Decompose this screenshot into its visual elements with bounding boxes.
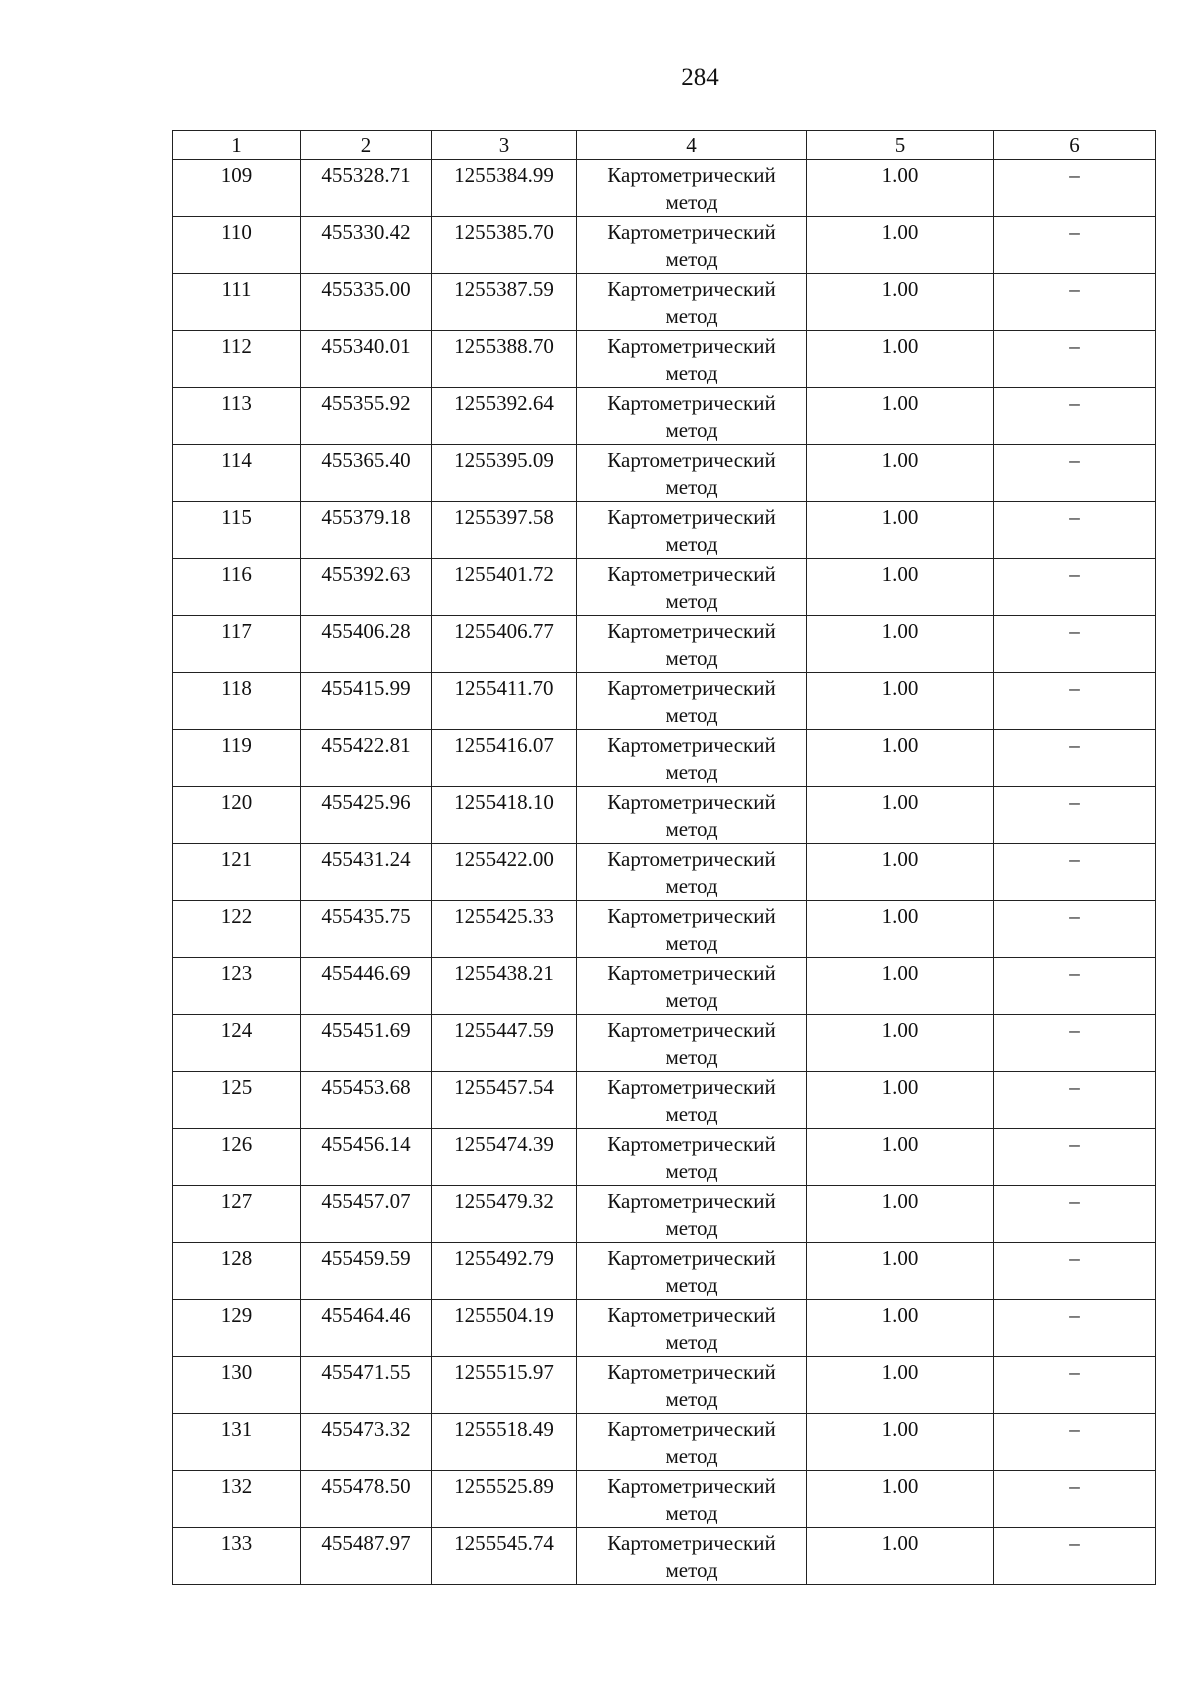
x-coordinate-cell: 455431.24	[301, 844, 432, 901]
table-row	[173, 1243, 1156, 1300]
point-number-cell: 113	[173, 388, 301, 445]
accuracy-cell: 1.00	[807, 1414, 994, 1471]
point-number-cell: 115	[173, 502, 301, 559]
y-coordinate-cell: 1255479.32	[432, 1186, 577, 1243]
accuracy-cell: 1.00	[807, 559, 994, 616]
table-row	[173, 1357, 1156, 1414]
method-cell: Картометрический метод	[577, 1471, 807, 1528]
point-number-cell: 126	[173, 1129, 301, 1186]
x-coordinate-cell: 455340.01	[301, 331, 432, 388]
y-coordinate-cell: 1255425.33	[432, 901, 577, 958]
table-row	[173, 502, 1156, 559]
accuracy-cell: 1.00	[807, 787, 994, 844]
x-coordinate-cell: 455464.46	[301, 1300, 432, 1357]
y-coordinate-cell: 1255438.21	[432, 958, 577, 1015]
accuracy-cell: 1.00	[807, 274, 994, 331]
y-coordinate-cell: 1255387.59	[432, 274, 577, 331]
table-row	[173, 1072, 1156, 1129]
table-row	[173, 274, 1156, 331]
accuracy-cell: 1.00	[807, 1300, 994, 1357]
accuracy-cell: 1.00	[807, 901, 994, 958]
point-number-cell: 127	[173, 1186, 301, 1243]
table-row	[173, 673, 1156, 730]
point-number-cell: 128	[173, 1243, 301, 1300]
note-cell: –	[994, 1072, 1156, 1129]
y-coordinate-cell: 1255406.77	[432, 616, 577, 673]
x-coordinate-cell: 455392.63	[301, 559, 432, 616]
note-cell: –	[994, 1357, 1156, 1414]
accuracy-cell: 1.00	[807, 730, 994, 787]
note-cell: –	[994, 331, 1156, 388]
table-row	[173, 388, 1156, 445]
table-row	[173, 958, 1156, 1015]
page-number: 284	[681, 64, 719, 91]
y-coordinate-cell: 1255422.00	[432, 844, 577, 901]
note-cell: –	[994, 901, 1156, 958]
x-coordinate-cell: 455459.59	[301, 1243, 432, 1300]
note-cell: –	[994, 844, 1156, 901]
y-coordinate-cell: 1255418.10	[432, 787, 577, 844]
x-coordinate-cell: 455355.92	[301, 388, 432, 445]
point-number-cell: 109	[173, 160, 301, 217]
method-cell: Картометрический метод	[577, 1015, 807, 1072]
table-row	[173, 1300, 1156, 1357]
accuracy-cell: 1.00	[807, 958, 994, 1015]
y-coordinate-cell: 1255492.79	[432, 1243, 577, 1300]
y-coordinate-cell: 1255384.99	[432, 160, 577, 217]
note-cell: –	[994, 958, 1156, 1015]
point-number-cell: 114	[173, 445, 301, 502]
point-number-cell: 118	[173, 673, 301, 730]
method-cell: Картометрический метод	[577, 958, 807, 1015]
x-coordinate-cell: 455435.75	[301, 901, 432, 958]
table-row	[173, 1471, 1156, 1528]
accuracy-cell: 1.00	[807, 844, 994, 901]
header-cell-4: 4	[577, 131, 807, 160]
accuracy-cell: 1.00	[807, 445, 994, 502]
point-number-cell: 117	[173, 616, 301, 673]
table-row	[173, 787, 1156, 844]
x-coordinate-cell: 455446.69	[301, 958, 432, 1015]
x-coordinate-cell: 455328.71	[301, 160, 432, 217]
point-number-cell: 121	[173, 844, 301, 901]
point-number-cell: 111	[173, 274, 301, 331]
x-coordinate-cell: 455406.28	[301, 616, 432, 673]
accuracy-cell: 1.00	[807, 217, 994, 274]
table-row	[173, 445, 1156, 502]
header-cell-3: 3	[432, 131, 577, 160]
method-cell: Картометрический метод	[577, 274, 807, 331]
note-cell: –	[994, 274, 1156, 331]
method-cell: Картометрический метод	[577, 559, 807, 616]
y-coordinate-cell: 1255457.54	[432, 1072, 577, 1129]
y-coordinate-cell: 1255401.72	[432, 559, 577, 616]
table-row	[173, 1129, 1156, 1186]
note-cell: –	[994, 1528, 1156, 1585]
x-coordinate-cell: 455415.99	[301, 673, 432, 730]
x-coordinate-cell: 455457.07	[301, 1186, 432, 1243]
y-coordinate-cell: 1255525.89	[432, 1471, 577, 1528]
accuracy-cell: 1.00	[807, 616, 994, 673]
table-row	[173, 559, 1156, 616]
method-cell: Картометрический метод	[577, 445, 807, 502]
table-row	[173, 160, 1156, 217]
header-cell-2: 2	[301, 131, 432, 160]
accuracy-cell: 1.00	[807, 1471, 994, 1528]
x-coordinate-cell: 455478.50	[301, 1471, 432, 1528]
note-cell: –	[994, 1186, 1156, 1243]
x-coordinate-cell: 455451.69	[301, 1015, 432, 1072]
note-cell: –	[994, 559, 1156, 616]
note-cell: –	[994, 1129, 1156, 1186]
point-number-cell: 129	[173, 1300, 301, 1357]
note-cell: –	[994, 787, 1156, 844]
x-coordinate-cell: 455422.81	[301, 730, 432, 787]
method-cell: Картометрический метод	[577, 331, 807, 388]
x-coordinate-cell: 455453.68	[301, 1072, 432, 1129]
method-cell: Картометрический метод	[577, 787, 807, 844]
y-coordinate-cell: 1255395.09	[432, 445, 577, 502]
accuracy-cell: 1.00	[807, 1357, 994, 1414]
header-cell-6: 6	[994, 131, 1156, 160]
method-cell: Картометрический метод	[577, 1414, 807, 1471]
accuracy-cell: 1.00	[807, 1072, 994, 1129]
table-row	[173, 331, 1156, 388]
table-row	[173, 217, 1156, 274]
method-cell: Картометрический метод	[577, 730, 807, 787]
note-cell: –	[994, 217, 1156, 274]
point-number-cell: 120	[173, 787, 301, 844]
point-number-cell: 112	[173, 331, 301, 388]
y-coordinate-cell: 1255447.59	[432, 1015, 577, 1072]
y-coordinate-cell: 1255411.70	[432, 673, 577, 730]
coordinates-table-container	[172, 130, 1155, 1585]
y-coordinate-cell: 1255515.97	[432, 1357, 577, 1414]
method-cell: Картометрический метод	[577, 1300, 807, 1357]
x-coordinate-cell: 455330.42	[301, 217, 432, 274]
method-cell: Картометрический метод	[577, 217, 807, 274]
point-number-cell: 123	[173, 958, 301, 1015]
method-cell: Картометрический метод	[577, 1072, 807, 1129]
point-number-cell: 133	[173, 1528, 301, 1585]
method-cell: Картометрический метод	[577, 160, 807, 217]
point-number-cell: 119	[173, 730, 301, 787]
accuracy-cell: 1.00	[807, 1528, 994, 1585]
header-row	[173, 131, 1156, 160]
table-row	[173, 901, 1156, 958]
note-cell: –	[994, 730, 1156, 787]
header-cell-1: 1	[173, 131, 301, 160]
x-coordinate-cell: 455379.18	[301, 502, 432, 559]
accuracy-cell: 1.00	[807, 1015, 994, 1072]
method-cell: Картометрический метод	[577, 901, 807, 958]
table-row	[173, 616, 1156, 673]
x-coordinate-cell: 455425.96	[301, 787, 432, 844]
table-row	[173, 1186, 1156, 1243]
table-header	[173, 131, 1156, 160]
point-number-cell: 122	[173, 901, 301, 958]
note-cell: –	[994, 502, 1156, 559]
table-row	[173, 844, 1156, 901]
x-coordinate-cell: 455456.14	[301, 1129, 432, 1186]
table-row	[173, 1528, 1156, 1585]
y-coordinate-cell: 1255388.70	[432, 331, 577, 388]
method-cell: Картометрический метод	[577, 1243, 807, 1300]
note-cell: –	[994, 1015, 1156, 1072]
y-coordinate-cell: 1255392.64	[432, 388, 577, 445]
x-coordinate-cell: 455487.97	[301, 1528, 432, 1585]
method-cell: Картометрический метод	[577, 502, 807, 559]
y-coordinate-cell: 1255504.19	[432, 1300, 577, 1357]
point-number-cell: 132	[173, 1471, 301, 1528]
x-coordinate-cell: 455473.32	[301, 1414, 432, 1471]
note-cell: –	[994, 616, 1156, 673]
note-cell: –	[994, 1300, 1156, 1357]
table-body	[173, 160, 1156, 1585]
accuracy-cell: 1.00	[807, 388, 994, 445]
point-number-cell: 110	[173, 217, 301, 274]
accuracy-cell: 1.00	[807, 673, 994, 730]
accuracy-cell: 1.00	[807, 160, 994, 217]
method-cell: Картометрический метод	[577, 844, 807, 901]
note-cell: –	[994, 1414, 1156, 1471]
accuracy-cell: 1.00	[807, 1186, 994, 1243]
coordinates-table	[172, 130, 1156, 1585]
method-cell: Картометрический метод	[577, 1357, 807, 1414]
point-number-cell: 130	[173, 1357, 301, 1414]
table-row	[173, 1015, 1156, 1072]
note-cell: –	[994, 1243, 1156, 1300]
note-cell: –	[994, 160, 1156, 217]
point-number-cell: 116	[173, 559, 301, 616]
note-cell: –	[994, 445, 1156, 502]
method-cell: Картометрический метод	[577, 616, 807, 673]
header-cell-5: 5	[807, 131, 994, 160]
note-cell: –	[994, 1471, 1156, 1528]
method-cell: Картометрический метод	[577, 1129, 807, 1186]
method-cell: Картометрический метод	[577, 388, 807, 445]
table-row	[173, 730, 1156, 787]
x-coordinate-cell: 455471.55	[301, 1357, 432, 1414]
method-cell: Картометрический метод	[577, 1186, 807, 1243]
y-coordinate-cell: 1255397.58	[432, 502, 577, 559]
point-number-cell: 124	[173, 1015, 301, 1072]
y-coordinate-cell: 1255545.74	[432, 1528, 577, 1585]
note-cell: –	[994, 673, 1156, 730]
method-cell: Картометрический метод	[577, 673, 807, 730]
accuracy-cell: 1.00	[807, 331, 994, 388]
y-coordinate-cell: 1255385.70	[432, 217, 577, 274]
point-number-cell: 131	[173, 1414, 301, 1471]
x-coordinate-cell: 455365.40	[301, 445, 432, 502]
method-cell: Картометрический метод	[577, 1528, 807, 1585]
table-row	[173, 1414, 1156, 1471]
accuracy-cell: 1.00	[807, 502, 994, 559]
accuracy-cell: 1.00	[807, 1243, 994, 1300]
y-coordinate-cell: 1255474.39	[432, 1129, 577, 1186]
y-coordinate-cell: 1255518.49	[432, 1414, 577, 1471]
y-coordinate-cell: 1255416.07	[432, 730, 577, 787]
accuracy-cell: 1.00	[807, 1129, 994, 1186]
x-coordinate-cell: 455335.00	[301, 274, 432, 331]
note-cell: –	[994, 388, 1156, 445]
point-number-cell: 125	[173, 1072, 301, 1129]
